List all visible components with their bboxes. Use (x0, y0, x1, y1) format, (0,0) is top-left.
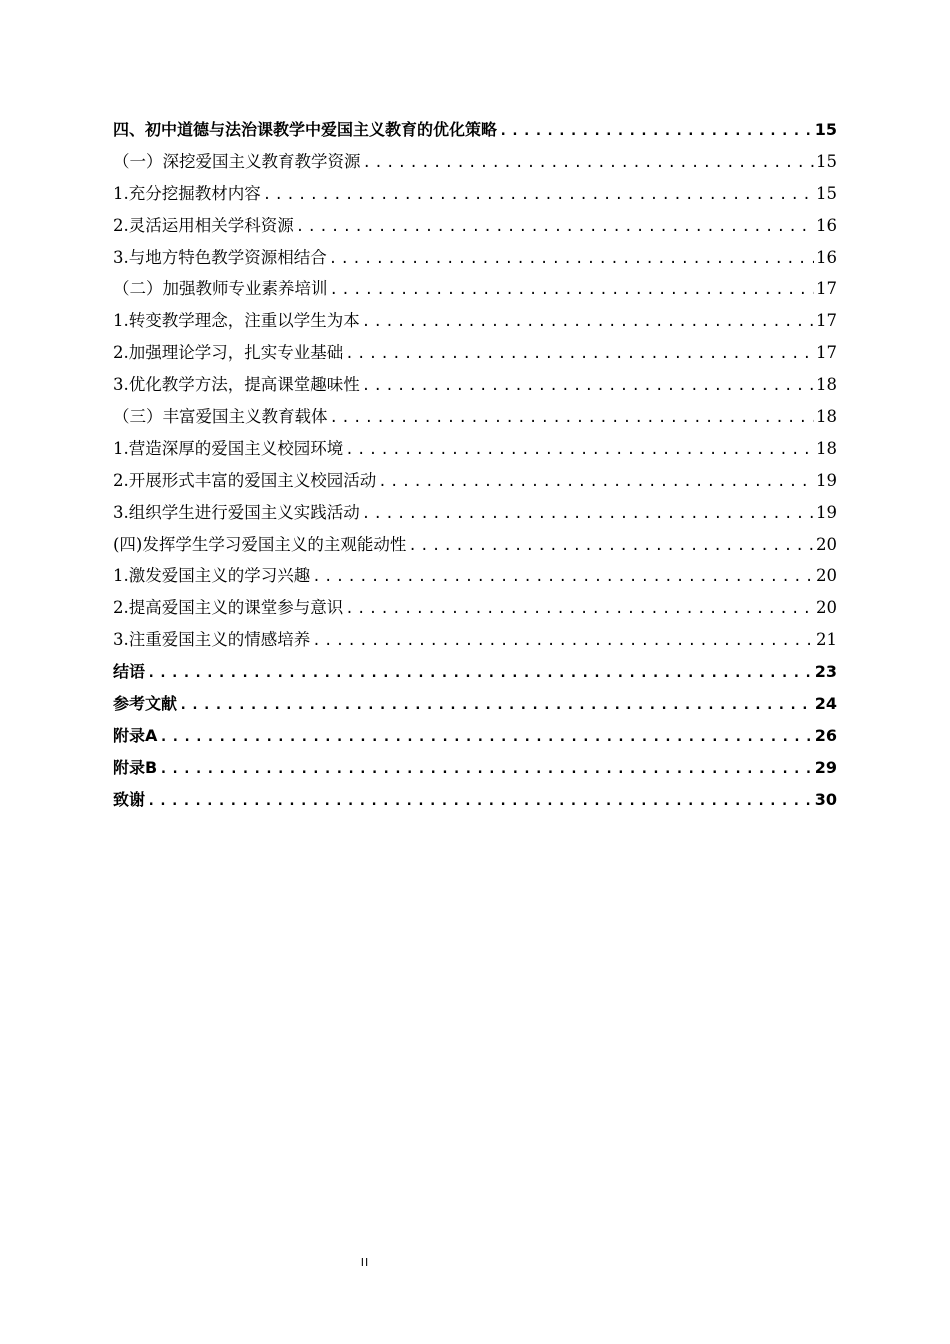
toc-entry-title: （一）深挖爱国主义教育教学资源 (113, 151, 361, 171)
toc-entry[interactable] (113, 242, 837, 274)
toc-dot-leader (329, 244, 814, 276)
toc-entry-page: 18 (816, 438, 837, 458)
toc-entry-page: 26 (814, 725, 837, 745)
toc-entry-page: 18 (816, 407, 837, 427)
toc-entry-page: 15 (816, 183, 837, 203)
toc-dot-leader (147, 658, 813, 690)
page-number-footer: II (360, 1256, 370, 1269)
toc-entry-title: 3.优化教学方法，提高课堂趣味性 (113, 375, 360, 395)
toc-entry-page: 20 (816, 566, 837, 586)
toc-entry-page: 21 (816, 630, 837, 650)
toc-entry[interactable] (113, 433, 837, 465)
toc-entry-title: 结语 (113, 662, 146, 682)
table-of-contents (113, 114, 837, 816)
toc-entry[interactable] (113, 656, 837, 688)
toc-dot-leader (345, 594, 814, 626)
toc-dot-leader (296, 212, 814, 244)
toc-dot-leader (345, 339, 814, 371)
toc-entry-page: 20 (816, 534, 837, 554)
toc-entry-title: （三）丰富爱国主义教育载体 (113, 407, 328, 427)
toc-dot-leader (330, 275, 815, 307)
toc-entry-title: 附录B (113, 757, 158, 777)
toc-entry-title: 1.转变教学理念，注重以学生为本 (113, 311, 360, 331)
toc-entry-title: 致谢 (113, 789, 146, 809)
toc-dot-leader (147, 786, 813, 818)
toc-entry[interactable] (113, 178, 837, 210)
toc-entry[interactable] (113, 369, 837, 401)
toc-entry-page: 19 (816, 470, 837, 490)
toc-entry-page: 15 (816, 151, 837, 171)
toc-entry[interactable] (113, 784, 837, 816)
toc-dot-leader (499, 116, 813, 148)
toc-entry-page: 17 (816, 279, 837, 299)
toc-entry-title: 2.提高爱国主义的课堂参与意识 (113, 598, 344, 618)
toc-dot-leader (159, 722, 812, 754)
toc-entry[interactable] (113, 497, 837, 529)
toc-entry[interactable] (113, 273, 837, 305)
toc-entry-page: 15 (814, 120, 837, 139)
toc-entry-title: 参考文献 (113, 694, 178, 714)
toc-entry-title: 3.组织学生进行爱国主义实践活动 (113, 502, 360, 522)
toc-entry-page: 19 (816, 502, 837, 522)
toc-entry[interactable] (113, 688, 837, 720)
toc-entry-page: 30 (814, 789, 837, 809)
toc-dot-leader (378, 467, 814, 499)
toc-dot-leader (345, 435, 814, 467)
toc-entry-page: 29 (814, 757, 837, 777)
toc-entry-page: 16 (816, 215, 837, 235)
toc-entry-title: 3.与地方特色教学资源相结合 (113, 247, 327, 267)
toc-entry[interactable] (113, 592, 837, 624)
toc-dot-leader (362, 499, 814, 531)
toc-entry-page: 20 (816, 598, 837, 618)
toc-entry[interactable] (113, 529, 837, 561)
toc-entry[interactable] (113, 720, 837, 752)
toc-entry[interactable] (113, 752, 837, 784)
toc-entry-title: 1.充分挖掘教材内容 (113, 183, 261, 203)
toc-entry-title: （二）加强教师专业素养培训 (113, 279, 328, 299)
toc-dot-leader (408, 531, 814, 563)
toc-dot-leader (312, 562, 814, 594)
toc-entry[interactable] (113, 401, 837, 433)
toc-entry-page: 23 (814, 662, 837, 682)
toc-dot-leader (363, 148, 815, 180)
toc-dot-leader (330, 403, 815, 435)
toc-dot-leader (312, 626, 814, 658)
toc-entry[interactable] (113, 210, 837, 242)
toc-dot-leader (179, 690, 813, 722)
toc-entry-page: 24 (814, 694, 837, 714)
toc-dot-leader (362, 307, 814, 339)
toc-entry[interactable] (113, 146, 837, 178)
toc-entry-title: 四、初中道德与法治课教学中爱国主义教育的优化策略 (113, 120, 498, 139)
toc-dot-leader (263, 180, 814, 212)
toc-entry-title: 2.灵活运用相关学科资源 (113, 215, 294, 235)
toc-entry-page: 17 (816, 343, 837, 363)
toc-entry[interactable] (113, 624, 837, 656)
toc-entry-title: 2.加强理论学习，扎实专业基础 (113, 343, 344, 363)
toc-entry-title: 1.营造深厚的爱国主义校园环境 (113, 438, 344, 458)
toc-entry[interactable] (113, 337, 837, 369)
toc-entry[interactable] (113, 560, 837, 592)
toc-entry-title: 3.注重爱国主义的情感培养 (113, 630, 311, 650)
toc-entry[interactable] (113, 114, 837, 146)
toc-entry-page: 17 (816, 311, 837, 331)
toc-entry-title: 2.开展形式丰富的爱国主义校园活动 (113, 470, 377, 490)
toc-entry-title: 附录A (113, 725, 158, 745)
toc-entry-title: (四)发挥学生学习爱国主义的主观能动性 (113, 534, 407, 554)
toc-entry[interactable] (113, 465, 837, 497)
toc-entry-page: 16 (816, 247, 837, 267)
toc-entry[interactable] (113, 305, 837, 337)
toc-dot-leader (362, 371, 814, 403)
toc-entry-page: 18 (816, 375, 837, 395)
toc-dot-leader (159, 754, 813, 786)
toc-entry-title: 1.激发爱国主义的学习兴趣 (113, 566, 311, 586)
